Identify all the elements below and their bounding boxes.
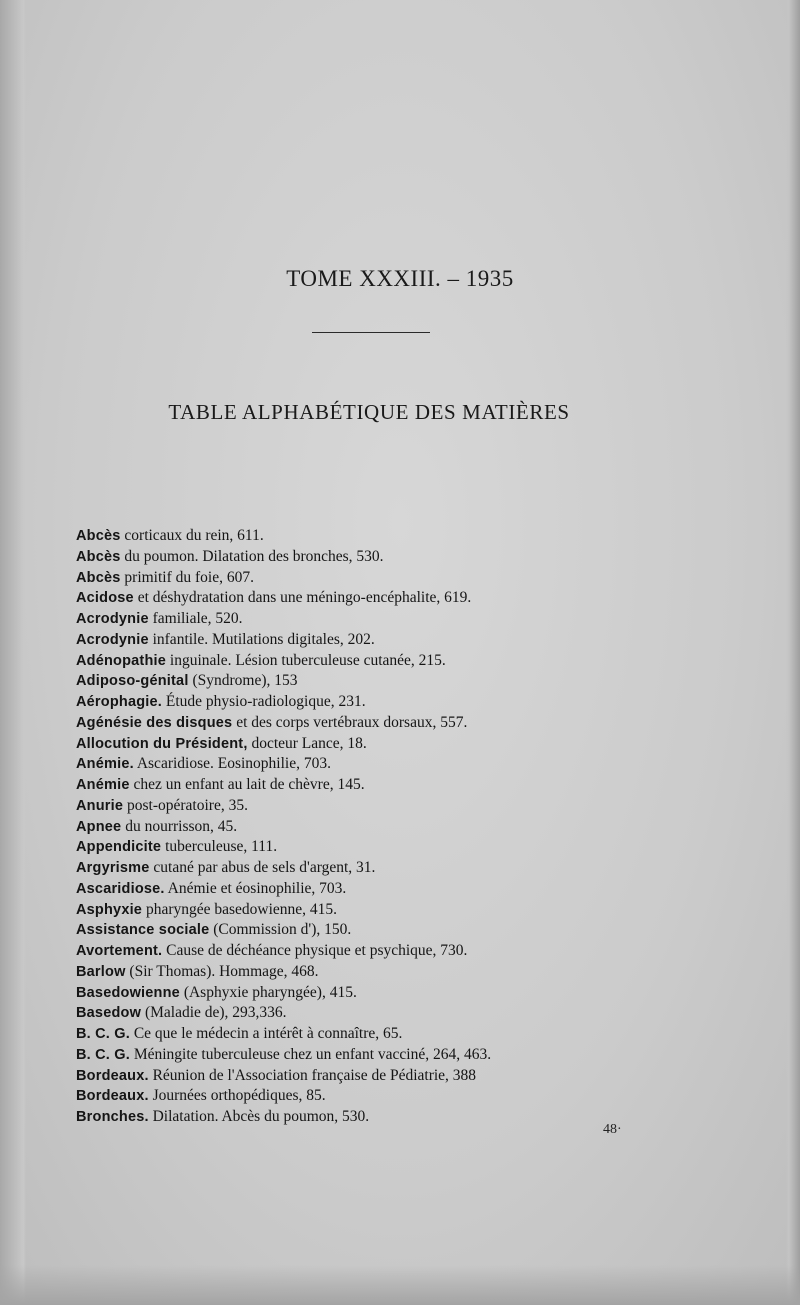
index-entry	[76, 817, 716, 838]
entry-heading: Avortement.	[76, 943, 163, 959]
entry-text: et déshydratation dans une méningo-encéphalite, 619.	[133, 589, 472, 607]
page-right-edge-shadow	[786, 0, 800, 1305]
entry-heading: Asphyxie	[76, 901, 143, 918]
entry-heading: B. C. G.	[76, 1026, 130, 1042]
index-entry	[76, 962, 716, 983]
entry-text: tuberculeuse, 111.	[161, 838, 278, 856]
entry-text: inguinale. Lésion tuberculeuse cutanée, 215.	[166, 651, 446, 669]
index-entry	[76, 1003, 716, 1024]
entry-text: (Maladie de), 293,336.	[141, 1004, 287, 1022]
entry-heading: Bordeaux.	[76, 1067, 149, 1084]
entry-text: du poumon. Dilatation des bronches, 530.	[120, 547, 384, 565]
index-entry	[76, 775, 716, 796]
index-entry	[76, 713, 716, 734]
index-entry	[76, 609, 716, 630]
entry-heading: Abcès	[76, 528, 121, 544]
entry-heading: Basedowienne	[76, 984, 180, 1001]
entry-text: Réunion de l'Association française de Pédiatrie, 388	[148, 1066, 477, 1084]
index-entry	[76, 941, 716, 962]
entry-text: chez un enfant au lait de chèvre, 145.	[129, 776, 365, 793]
entry-text: corticaux du rein, 611.	[120, 527, 264, 544]
index-entry	[76, 1045, 716, 1066]
entry-text: Anémie et éosinophilie, 703.	[164, 879, 347, 897]
entry-heading: Apnee	[76, 818, 122, 835]
entry-heading: Abcès	[76, 569, 121, 586]
entry-text: Dilatation. Abcès du poumon, 530.	[148, 1108, 370, 1125]
entry-text: (Asphyxie pharyngée), 415.	[179, 983, 357, 1001]
entry-text: et des corps vertébraux dorsaux, 557.	[232, 713, 468, 731]
entry-heading: Bordeaux.	[76, 1088, 149, 1105]
entry-text: docteur Lance, 18.	[247, 734, 367, 752]
entry-text: du nourrisson, 45.	[121, 817, 238, 835]
entry-heading: Acrodynie	[76, 611, 149, 627]
volume-title: TOME XXXIII. – 1935	[286, 266, 514, 291]
entry-heading: Adénopathie	[76, 652, 167, 669]
index-heading: TABLE ALPHABÉTIQUE DES MATIÈRES	[168, 400, 570, 424]
index-entry	[76, 754, 716, 775]
entry-heading: Allocution du Président,	[76, 735, 248, 752]
entry-heading: Anémie.	[76, 756, 134, 773]
entry-heading: Ascaridiose.	[76, 880, 165, 897]
entry-heading: Aérophagie.	[76, 694, 162, 710]
entry-heading: Acidose	[76, 590, 134, 607]
index-entry	[76, 568, 716, 589]
entry-text: post-opératoire, 35.	[123, 796, 248, 814]
entry-text: Ce que le médecin a intérêt à connaître, 65.	[129, 1025, 403, 1042]
entry-heading: Basedow	[76, 1005, 142, 1022]
entry-text: (Syndrome), 153	[188, 672, 298, 690]
index-entry	[76, 879, 716, 900]
entry-heading: Abcès	[76, 548, 121, 565]
entry-heading: Anémie	[76, 777, 130, 793]
title-divider	[312, 332, 430, 333]
index-entry	[76, 983, 716, 1004]
entry-heading: Assistance sociale	[76, 922, 210, 939]
entry-text: cutané par abus de sels d'argent, 31.	[149, 859, 376, 876]
entry-heading: Anurie	[76, 797, 124, 814]
index-entry	[76, 1066, 716, 1087]
entry-heading: Adiposo-génital	[76, 673, 189, 690]
entry-heading: Bronches.	[76, 1109, 149, 1125]
index-entry	[76, 858, 716, 879]
entry-text: familiale, 520.	[148, 610, 243, 627]
entry-heading: Argyrisme	[76, 860, 150, 876]
index-entry	[76, 796, 716, 817]
index-entry	[76, 837, 716, 858]
entry-heading: B. C. G.	[76, 1046, 130, 1063]
entry-text: pharyngée basedowienne, 415.	[142, 900, 338, 918]
index-entry	[76, 920, 716, 941]
entry-text: Étude physio-radiologique, 231.	[162, 693, 366, 710]
index-entry	[76, 671, 716, 692]
index-entry	[76, 526, 716, 547]
entry-heading: Appendicite	[76, 839, 162, 856]
index-entry	[76, 588, 716, 609]
entry-heading: Barlow	[76, 963, 126, 980]
index-entry-list	[76, 526, 716, 1128]
entry-heading: Agénésie des disques	[76, 714, 233, 731]
page-number: 48·	[603, 1122, 622, 1137]
index-entry	[76, 630, 716, 651]
entry-text: Méningite tuberculeuse chez un enfant vacciné, 264, 463.	[129, 1045, 492, 1063]
page-left-edge-shadow	[0, 0, 26, 1305]
index-entry	[76, 692, 716, 713]
index-entry	[76, 734, 716, 755]
page-bottom-edge-shadow	[0, 1265, 800, 1305]
index-entry	[76, 547, 716, 568]
entry-text: (Sir Thomas). Hommage, 468.	[125, 962, 319, 980]
entry-text: Cause de déchéance physique et psychique, 730.	[162, 942, 468, 959]
entry-text: primitif du foie, 607.	[120, 568, 254, 586]
index-entry	[76, 900, 716, 921]
index-entry	[76, 1086, 716, 1107]
index-entry	[76, 651, 716, 672]
entry-text: (Commission d'), 150.	[209, 921, 352, 939]
entry-heading: Acrodynie	[76, 631, 149, 648]
entry-text: infantile. Mutilations digitales, 202.	[148, 630, 375, 648]
index-entry	[76, 1024, 716, 1045]
entry-text: Journées orthopédiques, 85.	[148, 1087, 326, 1105]
entry-text: Ascaridiose. Eosinophilie, 703.	[133, 755, 331, 773]
